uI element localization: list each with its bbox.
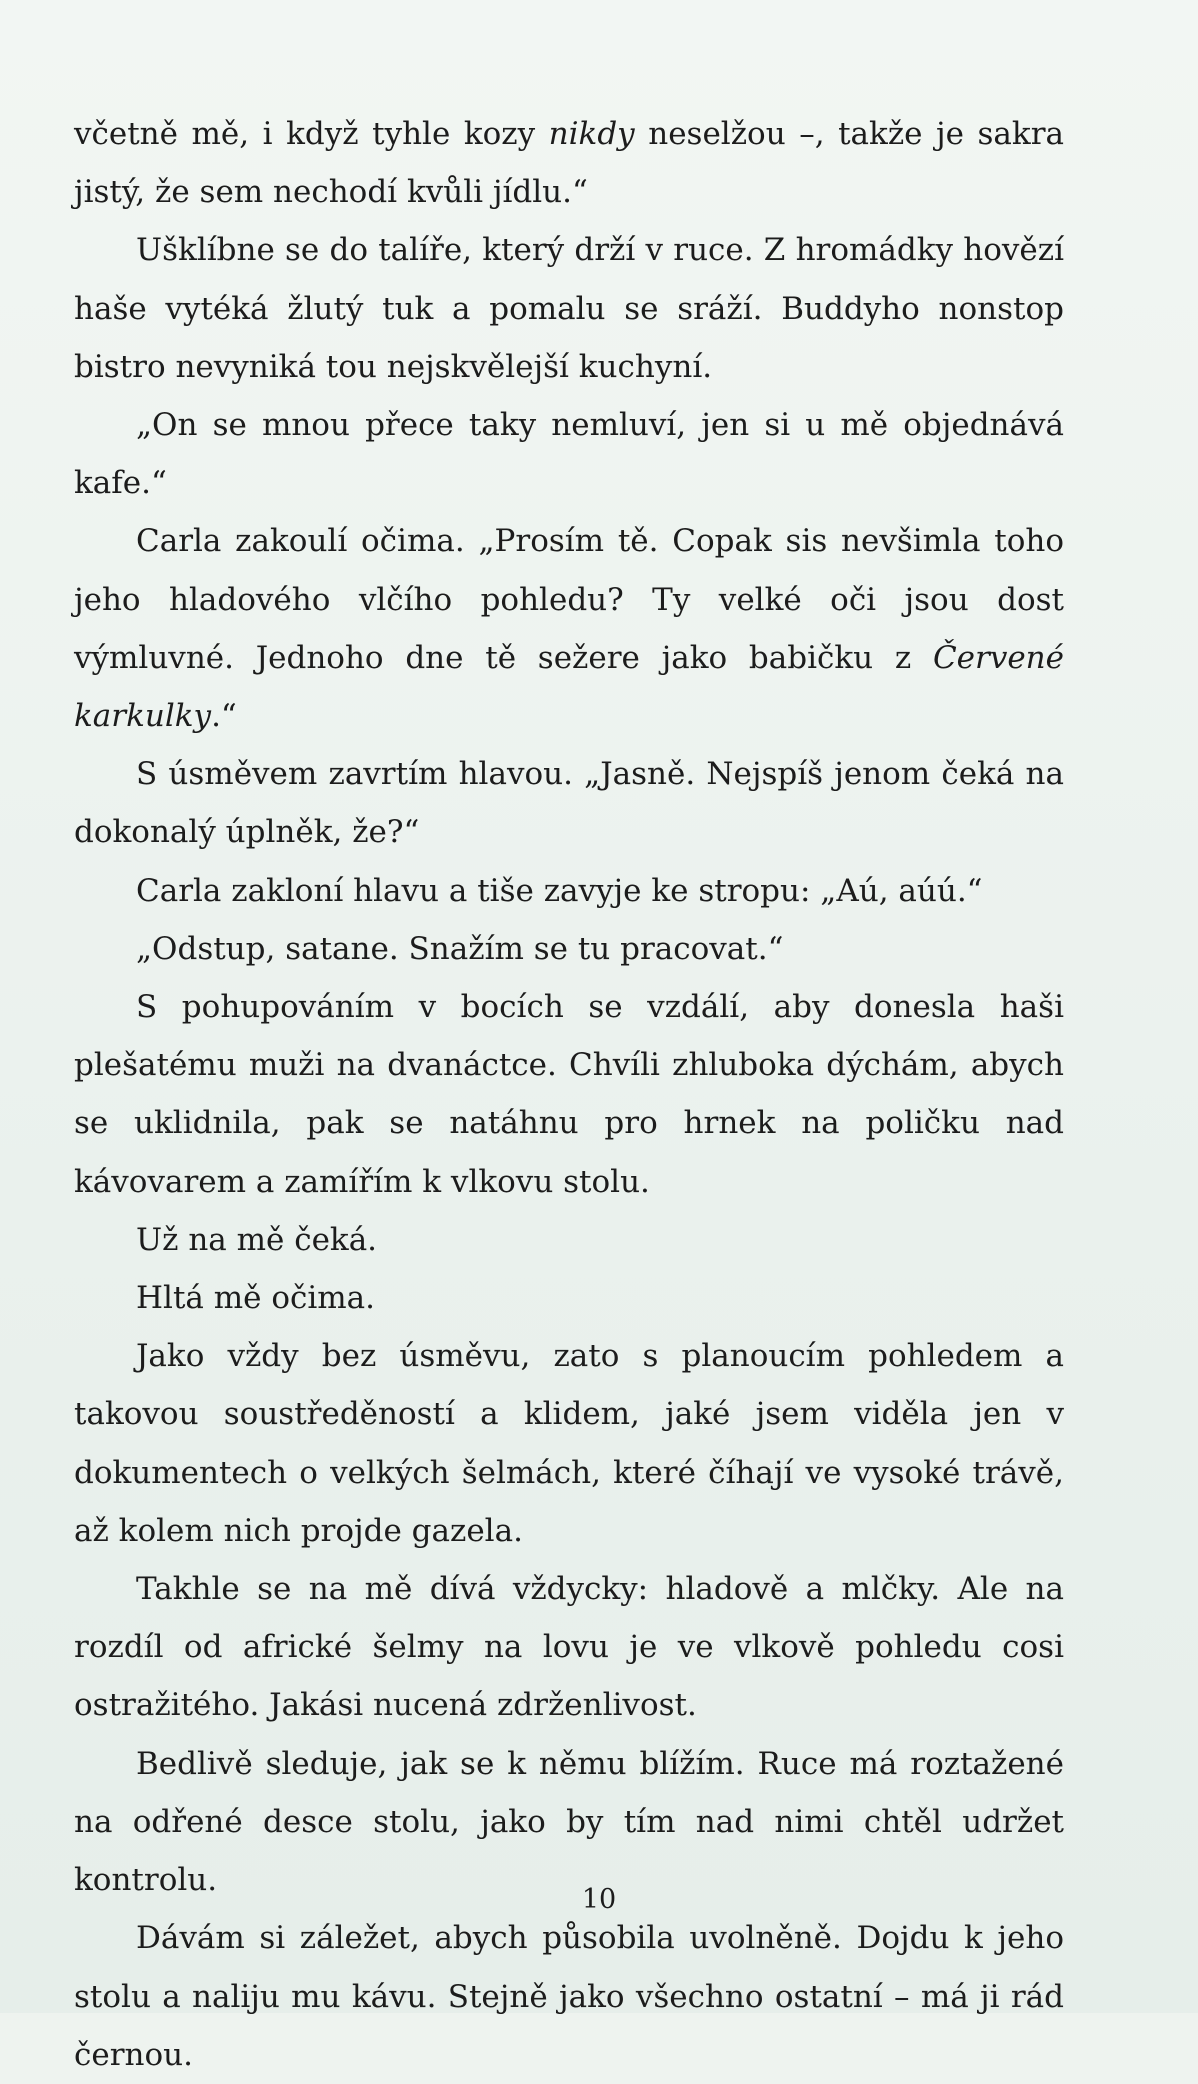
- paragraph: [74, 920, 1064, 978]
- paragraph: [74, 512, 1064, 745]
- text-segment: S pohupováním v bocích se vzdálí, aby donesla haši plešatému muži na dvanáctce. Chvíli zhluboka dýchám, abych se uklidnila, pak se natáhnu pro hrnek na poličku nad kávovarem a zamířím k vlkovu stolu.: [74, 989, 1064, 1200]
- paragraph: [74, 1560, 1064, 1735]
- paragraph: [74, 862, 1064, 920]
- text-segment: Bedlivě sleduje, jak se k němu blížím. Ruce má roztažené na odřené desce stolu, jako by tím nad nimi chtěl udržet kontrolu.: [74, 1745, 1064, 1899]
- paragraph: [74, 1211, 1064, 1269]
- text-segment: Ušklíbne se do talíře, který drží v ruce. Z hromádky hovězí haše vytéká žlutý tuk a pomalu se sráží. Buddyho nonstop bistro nevyniká tou nejskvělejší kuchyní.: [74, 232, 1064, 385]
- text-segment: Hltá mě očima.: [136, 1280, 376, 1317]
- paragraph: [74, 1269, 1064, 1327]
- paragraph: [74, 978, 1064, 1211]
- paragraph: [74, 1909, 1064, 2084]
- text-segment: neselžou –, takže je sakra jistý, že sem nechodí kvůli jídlu.“: [74, 116, 1064, 211]
- text-segment: „On se mnou přece taky nemluví, jen si u mě objednává kafe.“: [74, 407, 1064, 502]
- text-segment: Carla zakloní hlavu a tiše zavyje ke stropu: „Aú, aúú.“: [136, 872, 983, 909]
- text-segment: .“: [211, 698, 237, 735]
- text-segment: Takhle se na mě dívá vždycky: hladově a mlčky. Ale na rozdíl od africké šelmy na lovu je ve vlkově pohledu cosi ostražitého. Jakási nucená zdrženlivost.: [74, 1571, 1064, 1724]
- page-number: 10: [581, 1884, 617, 1915]
- paragraph: [74, 396, 1064, 512]
- text-segment: včetně mě, i když tyhle kozy: [74, 116, 549, 152]
- italic-text: Červené karkulky: [74, 639, 1064, 735]
- italic-text: nikdy: [548, 116, 635, 152]
- paragraph: [74, 105, 1064, 221]
- text-segment: Už na mě čeká.: [136, 1221, 378, 1258]
- text-segment: S úsměvem zavrtím hlavou. „Jasně. Nejspíš jenom čeká na dokonalý úplněk, že?“: [74, 756, 1064, 851]
- text-segment: Jako vždy bez úsměvu, zato s planoucím pohledem a takovou soustředěností a klidem, jaké jsem viděla jen v dokumentech o velkých šelmách, které číhají ve vysoké trávě, až kolem nich projde gazela.: [74, 1338, 1064, 1549]
- paragraph: [74, 1327, 1064, 1560]
- text-segment: Dávám si záležet, abych působila uvolněně. Dojdu k jeho stolu a naliju mu kávu. Stejně jako všechno ostatní – má ji rád černou.: [74, 1920, 1064, 2073]
- body-text: [74, 105, 1064, 2084]
- text-segment: Carla zakoulí očima. „Prosím tě. Copak sis nevšimla toho jeho hladového vlčího pohledu? Ty velké oči jsou dost výmluvné. Jednoho dne tě sežere jako babičku z: [74, 523, 1064, 676]
- text-segment: „Odstup, satane. Snažím se tu pracovat.“: [136, 930, 784, 967]
- paragraph: [74, 221, 1064, 396]
- paragraph: [74, 745, 1064, 861]
